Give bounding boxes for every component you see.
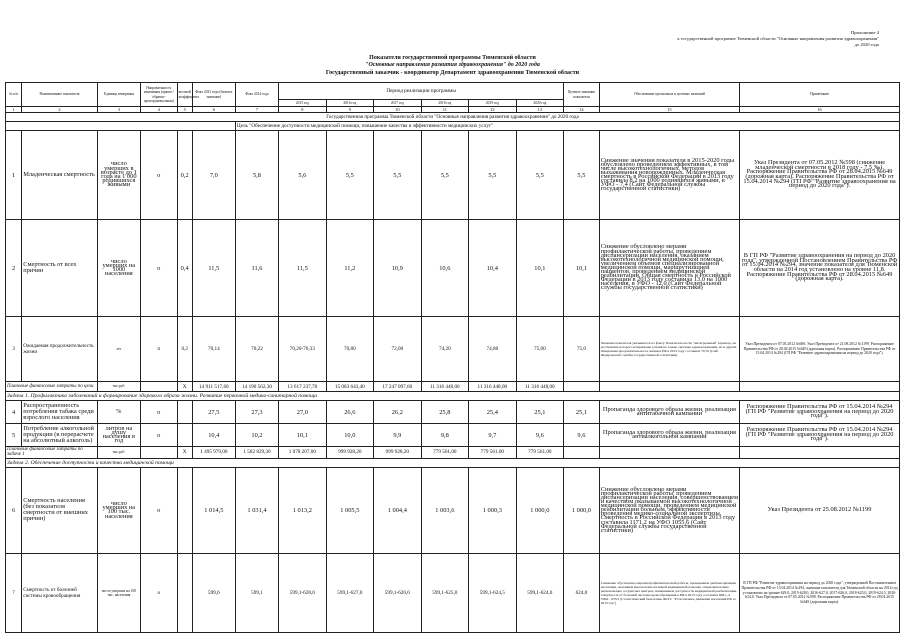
financing-year: 11 316 448,00 [469,382,517,392]
indicator-unit: число умерших в возрасте до 1 года на 1 000 родившихся живыми [97,131,140,220]
hdr-year: 2019 год [469,100,517,107]
col-number: 16 [740,107,900,113]
indicator-weight: 0,2 [177,131,192,220]
year-value: 599,1-626,0 [374,553,422,632]
financing-x: X [177,447,192,459]
justification-text: Значение показателя указывается по факту. Показатель носит "интегральный" характер, на достижение которого направлены усилия не только системы здравоохранения, но и других. Ожидаемая продолжительность жизни в РФ в 2013 году составила 70,76 (Сайт Федеральной службы государственной статистики) [599,317,739,382]
title-line-2: "Основные направления развития здравоохранения" до 2020 года [365,62,540,69]
row-number: 7 [6,553,22,632]
financing-2013: 14 911 517,60 [192,382,235,392]
justification-text: Снижение обусловлено мерами профилактической работы, проведением диспансеризации населения, оказанием высокотехнологичной медицинской помощи, открытием новых региональных сосудистых центров, повышением доступности медицинской реабилитации. Смертность от болезней системы кровообращения в РФ в 2013 году составила 698,1, в УФО - 653,5 (Статистический бюллетень ФСГС "Естественное движение населения РФ за 2013 год") [599,553,739,632]
indicators-table [5,82,900,633]
indicator-unit: % [97,401,140,424]
hdr-justification: Обоснование прогнозных и целевых значений [599,83,739,107]
fact-2013: 27,5 [192,401,235,424]
annex-line-3: до 2020 года [854,42,879,47]
justification-text: Снижение обусловлено мерами профилактической работы, проведением диспансеризации населения, совершенствованием и качеством оказываемой высокотехнологичной медицинской помощи, проведением медицинской реабилитации больным, эффективности проведения медико-социальной экспертизы. Смертность в Российской Федерации в 2013 году составила 1171,2 на УФО 1055,6 (Сайт Федеральной службы государственной статистики) [599,467,739,553]
row-number: 4 [6,401,22,424]
col-number: 13 [516,107,564,113]
table-row [6,424,900,447]
year-value: 25,4 [469,401,517,424]
financing-unit: тыс.руб. [97,382,140,392]
fact-2014: 70,22 [235,317,278,382]
year-value: 1 013,2 [279,467,327,553]
hdr-year: 2020 год [516,100,564,107]
financing-label: Плановые финансовые затраты по цели [6,382,98,392]
fact-2014: 1 031,4 [235,467,278,553]
financing-2014: 1 582 829,30 [235,447,278,459]
year-value: 25,8 [421,401,469,424]
note-text: Распоряжение Правительства РФ от 15.04.2014 №294 (ГП РФ "Развитие здравоохранения на период до 2020 года"). [740,424,900,447]
year-value: 9,8 [421,424,469,447]
indicator-name: Ожидаемая продолжительность жизни [22,317,98,382]
financing-year: 779 561,00 [469,447,517,459]
goal-row [6,122,900,131]
col-number: 5 [177,107,192,113]
year-value: 26,2 [374,401,422,424]
indicator-name: Смертность от болезней системы кровообращения [22,553,98,632]
program-title: Государственная программа Тюменской области "Основные направления развития здравоохранения" до 2020 года [6,113,900,122]
year-value: 10,9 [374,220,422,317]
fact-2014: 11,6 [235,220,278,317]
indicator-direction: о [140,220,177,317]
indicator-direction: о [140,131,177,220]
financing-year: 11 316 448,00 [516,382,564,392]
indicator-direction: о [140,553,177,632]
col-number: 14 [564,107,600,113]
year-value: 75,00 [516,317,564,382]
fact-2013: 10,4 [192,424,235,447]
col-number: 10 [374,107,422,113]
year-value: 599,1-624,5 [469,553,517,632]
row-number: 6 [6,467,22,553]
col-number: 8 [279,107,327,113]
financing-year: 17 247 097,60 [374,382,422,392]
year-value: 9,9 [374,424,422,447]
table-row [6,317,900,382]
year-value: 10,6 [421,220,469,317]
hdr-period: Период реализации программы [279,83,564,100]
indicator-direction: п [140,317,177,382]
hdr-year: 2015 год [279,100,327,107]
financing-year: 779 561,00 [421,447,469,459]
fact-2014: 27,3 [235,401,278,424]
financing-year: 1 078 207,00 [279,447,327,459]
financing-unit: тыс.руб. [97,447,140,459]
indicator-direction: о [140,467,177,553]
indicator-name: Младенческая смертность [22,131,98,220]
indicator-weight [177,424,192,447]
year-value: 70,80 [326,317,374,382]
indicator-weight [177,401,192,424]
year-value: 5,5 [374,131,422,220]
hdr-year: 2016 год [326,100,374,107]
year-value: 5,5 [421,131,469,220]
year-value: 1 005,5 [326,467,374,553]
hdr-fact-2014: Факт 2014 года [235,83,278,107]
year-value: 25,1 [516,401,564,424]
col-number: 7 [235,107,278,113]
year-value: 10,0 [326,424,374,447]
task-1-title: Задача 1. Профилактика заболеваний и формирование здорового образа жизни. Развитие первичной медико-санитарной помощи [6,392,900,401]
indicator-direction: о [140,424,177,447]
annex-line-1: Приложение 4 [850,30,879,35]
col-number: 1 [6,107,22,113]
justification-text: Снижение значения показателя в 2015-2020 годы обусловлено проведением эффективных, в том числе высокотехнологичных, методов выхаживания новорожденных. Младенческая смертность в Российской Федерации в 2013 году составила 8,2 на 1000 родившихся живыми, в УФО - 7,4 (Сайт Федеральной службы государственной статистики) [599,131,739,220]
hdr-fact-2013: Факт 2013 года (базовое значение) [192,83,235,107]
hdr-notes: Примечание [740,83,900,107]
year-value: 599,1-624,0 [516,553,564,632]
indicator-unit: литров на душу населения в год [97,424,140,447]
title-line-1: Показатели государственной программы Тюменской области [369,55,536,61]
fact-2013: 70,14 [192,317,235,382]
note-text: Указ Президента от 07.05.2012 №598 (снижение младенческой смертности в 2018 году - 7,5 ‰). Распоряжение Правительства РФ от 28.04.2015 №649 (дорожная карта). Распоряжение Правительства РФ от 15.04.2014 №294 (ГП РФ "Развитие здравоохранения на период до 2020 года"). [740,131,900,220]
header-row [6,83,900,100]
row-number: 2 [6,220,22,317]
note-text: Указ Президента от 25.08.2012 №1199 [740,467,900,553]
col-number: 6 [192,107,235,113]
indicator-direction: о [140,401,177,424]
indicator-name: Распространенность потребления табака среди взрослого населения [22,401,98,424]
hdr-weight: весовой коэффициент [177,83,192,107]
year-value: 11,5 [279,220,327,317]
hdr-unit: Единица измерения [97,83,140,107]
note-text: Распоряжение Правительства РФ от 15.04.2014 №294 (ГП РФ "Развитие здравоохранения на период до 2020 года"). [740,401,900,424]
row-number: 3 [6,317,22,382]
fact-2013: 11,5 [192,220,235,317]
financing-label: Плановые финансовые затраты по задаче 1 [6,447,98,459]
financing-row [6,447,900,459]
row-number: 1 [6,131,22,220]
indicator-unit: число умерших на 100 тыс. населения [97,467,140,553]
task-row [6,392,900,401]
year-value: 5,5 [326,131,374,220]
hdr-direction: Направленность изменения (прямо-/обратно-пропорциональная) [140,83,177,107]
year-value: 72,00 [374,317,422,382]
financing-x: X [177,382,192,392]
financing-year: 779 561,00 [516,447,564,459]
year-value: 11,2 [326,220,374,317]
target-value: 75,0 [564,317,600,382]
row-number: 5 [6,424,22,447]
col-number: 4 [140,107,177,113]
year-value: 599,1-628,0 [279,553,327,632]
year-value: 1 000,3 [469,467,517,553]
indicator-unit: лет [97,317,140,382]
financing-year: 999 928,20 [374,447,422,459]
hdr-year: 2018 год [421,100,469,107]
year-value: 10,1 [516,220,564,317]
col-number: 12 [469,107,517,113]
year-value: 5,5 [516,131,564,220]
year-value: 599,1-625,0 [421,553,469,632]
financing-year: 11 316 448,00 [421,382,469,392]
year-value: 599,1-627,0 [326,553,374,632]
indicator-unit: число умерших на 1000 населения [97,220,140,317]
indicator-weight: 0,4 [177,220,192,317]
fact-2013: 599,6 [192,553,235,632]
hdr-name: Наименование показателя [22,83,98,107]
fact-2014: 10,2 [235,424,278,447]
goal-title: Цель "Обеспечение доступности медицинской помощи, повышение качества и эффективности медицинских услуг" [235,122,899,131]
year-value: 5,5 [469,131,517,220]
financing-2013: 1 495 979,00 [192,447,235,459]
financing-year: 15 083 643,40 [326,382,374,392]
note-text: В ГП РФ "Развитие здравоохранения на период до 2020 года", утвержденной Постановлением Правительства РФ от 15.04.2014 №294, значение показателя для Тюменской области на 2014 год установлено на уровне 11,8. Распоряжение Правительства РФ от 28.04.2015 №649 (дорожная карта). [740,220,900,317]
indicator-name: Смертность от всех причин [22,220,98,317]
indicator-name: Потребление алкогольной продукции (в перерасчете на абсолютный алкоголь) [22,424,98,447]
year-value: 9,6 [516,424,564,447]
financing-row [6,382,900,392]
year-value: 1 004,4 [374,467,422,553]
financing-year: 13 617 237,70 [279,382,327,392]
fact-2014: 599,1 [235,553,278,632]
task-2-title: Задача 2. Обеспечение доступности и качества медицинской помощи [6,458,900,467]
target-value: 1 000,0 [564,467,600,553]
annex-line-2: к государственной программе Тюменской области "Основные направления развития здравоохранения" [677,36,879,41]
hdr-target: Целевое значение показателя [564,83,600,107]
table-row [6,220,900,317]
justification-text: Пропаганда здорового образа жизни, реализация антиалкогольной кампании [599,424,739,447]
target-value: 624,0 [564,553,600,632]
task-row [6,458,900,467]
col-number: 9 [326,107,374,113]
title-line-3: Государственный заказчик - координатор Департамент здравоохранения Тюменской области [325,69,580,76]
financing-2014: 14 190 562,30 [235,382,278,392]
annex-note [677,30,879,48]
indicator-name: Смертность населения (без показателя смертности от внешних причин) [22,467,98,553]
year-value: 70,20-70,33 [279,317,327,382]
financing-year: 999 928,20 [326,447,374,459]
hdr-num: № п/п [6,83,22,107]
col-number: 11 [421,107,469,113]
year-value: 10,4 [469,220,517,317]
target-value: 25,1 [564,401,600,424]
justification-text: Снижение обусловлено мерами профилактической работы, проведением диспансеризации населения, оказанием высокотехнологичной медицинской помощи, увеличением объемов специализированной медицинской помощи, маршрутизацией пациентов, проведением медицинской реабилитации. Общая смертность в Российской Федерации в 2013 году составила 13,0 на 1000 населения, в УФО - 12,0 (Сайт Федеральной службы государственной статистики) [599,220,739,317]
justification-text: Пропаганда здорового образа жизни, реализация антитабачной кампании [599,401,739,424]
hdr-year: 2017 год [374,100,422,107]
indicator-weight [177,553,192,632]
year-value: 74,80 [469,317,517,382]
table-row [6,467,900,553]
col-number: 15 [599,107,739,113]
indicator-weight: 0,2 [177,317,192,382]
indicator-unit: число умерших на 100 тыс. населения [97,553,140,632]
indicator-weight [177,467,192,553]
year-value: 1 000,0 [516,467,564,553]
table-row [6,401,900,424]
program-row [6,113,900,122]
fact-2014: 5,8 [235,131,278,220]
target-value: 5,5 [564,131,600,220]
table-row [6,553,900,632]
col-number: 3 [97,107,140,113]
target-value: 9,6 [564,424,600,447]
year-value: 26,6 [326,401,374,424]
year-value: 9,7 [469,424,517,447]
year-value: 5,6 [279,131,327,220]
note-text: Указ Президента от 07.05.2012 №606. Указ Президента от 21.08.2012 №1199. Распоряжение Правительства РФ от 28.04.2015 №649 (дорожная карта). Распоряжение Правительства РФ от 15.04.2014 №294 (ГП РФ "Развитие здравоохранения на период до 2020 года"). [740,317,900,382]
fact-2013: 1 014,5 [192,467,235,553]
fact-2013: 7,0 [192,131,235,220]
year-value: 27,0 [279,401,327,424]
year-value: 1 003,6 [421,467,469,553]
document-title [0,55,905,77]
note-text: В ГП РФ "Развитие здравоохранения на период до 2020 года", утвержденной Постановлением Правительства РФ от 15.04.2014 №294, значение показателя для Тюменской области на 2014 год установлено на уровне 629,0, 2015-628,0, 2016-627,0, 2017-626,0, 2018-625,0, 2019-624,5, 2020-624,0. Указ Президента от 07.05.2012 №598. Распоряжение Правительства РФ от 28.04.2015 №649 (дорожная карта). [740,553,900,632]
target-value: 10,1 [564,220,600,317]
table-row [6,131,900,220]
col-number: 2 [22,107,98,113]
year-value: 10,1 [279,424,327,447]
year-value: 74,20 [421,317,469,382]
